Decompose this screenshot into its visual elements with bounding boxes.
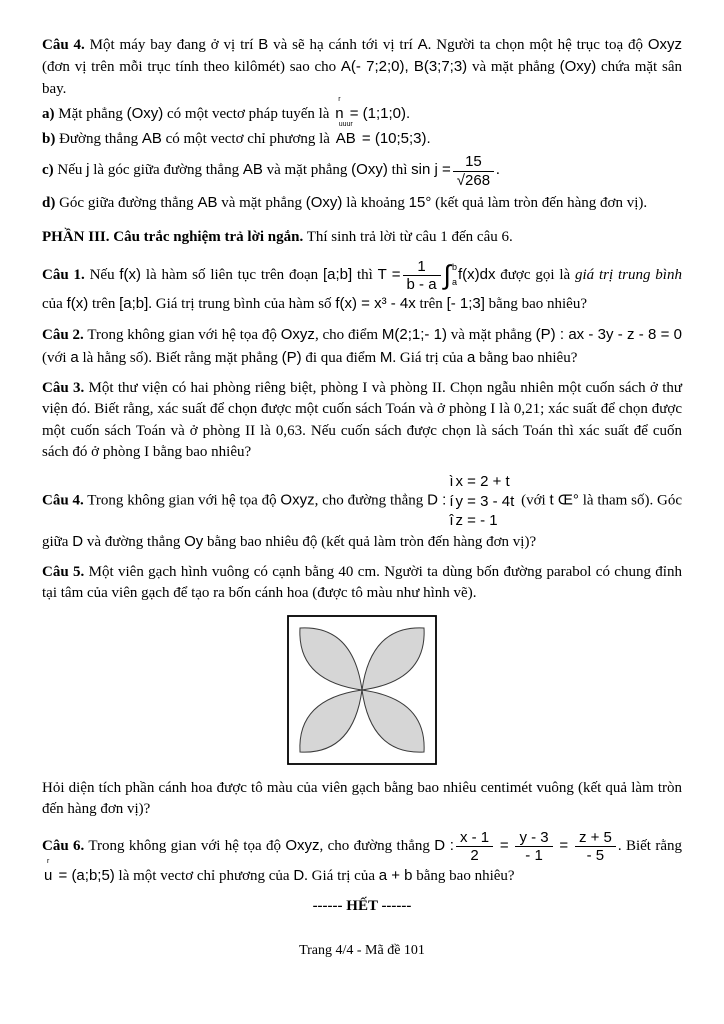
text-run: là tham số). Góc giữa bbox=[42, 492, 682, 550]
fraction-numerator: z + 5 bbox=[575, 829, 616, 847]
math-run: [a;b] bbox=[322, 265, 353, 283]
cau4-item-a bbox=[42, 95, 682, 125]
text-run: Hỏi diện tích phần cánh hoa được tô màu của viên gạch bằng bao nhiêu centimét vuông (kết quả làm tròn đến hàng đơn vị)? bbox=[42, 779, 682, 817]
brace-glyph: î bbox=[449, 512, 454, 530]
text-run: của bbox=[42, 296, 67, 313]
fraction-numerator: 1 bbox=[403, 258, 441, 276]
text-bold-run: PHẦN III. Câu trắc nghiệm trả lời ngắn. bbox=[42, 229, 304, 246]
text-run: là một vectơ chỉ phương của bbox=[114, 867, 294, 884]
radical-sign: √ bbox=[456, 171, 466, 189]
text-run: , cho đường thẳng bbox=[314, 492, 428, 509]
cau4-part3 bbox=[42, 472, 682, 553]
system-equation: x = 2 + t bbox=[455, 473, 510, 491]
math-run: f(x) bbox=[119, 265, 142, 283]
system-equation: y = 3 - 4t bbox=[455, 492, 515, 510]
text-run: Mặt phẳng bbox=[54, 105, 127, 122]
math-run: D : bbox=[434, 837, 454, 855]
text-run: Một thư viện có hai phòng riêng biệt, phòng I và phòng II. Chọn ngẫu nhiên một cuốn sách ở thư viện đó. Biết rằng, xác suất để chọn được một cuốn sách Toán và ở phòng I là 0,21; xác suất để chọn được một cuốn sách Toán và ở phòng II là 0,63. Nếu cuốn sách được chọn là sách Toán thì xác suất để cuốn sách đó ở phòng I bằng bao nhiêu? bbox=[42, 379, 682, 460]
brace-glyph: ì bbox=[449, 473, 454, 491]
text-run: bằng bao nhiêu độ (kết quả làm tròn đến hàng đơn vị)? bbox=[203, 533, 537, 550]
math-run: = bbox=[495, 837, 514, 855]
vector-notation bbox=[44, 857, 53, 886]
math-run: sin j = bbox=[411, 161, 451, 179]
math-run: = (10;5;3). bbox=[357, 130, 431, 148]
fraction-denominator: b - a bbox=[406, 275, 437, 293]
cau5 bbox=[42, 562, 682, 605]
math-run: (P) : ax - 3y - z - 8 = 0 bbox=[535, 326, 682, 344]
math-run: Oxyz bbox=[280, 326, 315, 344]
text-run: . Giá trị của bbox=[392, 349, 467, 366]
fraction bbox=[453, 153, 494, 189]
fraction bbox=[575, 829, 616, 865]
text-run: bằng bao nhiêu? bbox=[412, 867, 515, 884]
cau4-item-b bbox=[42, 121, 682, 150]
math-run: (Oxy) bbox=[126, 104, 164, 122]
radicand: 268 bbox=[465, 171, 491, 189]
text-run: và mặt phẳng bbox=[446, 327, 536, 344]
vector-base: u bbox=[44, 866, 53, 884]
vector-base: AB bbox=[335, 130, 356, 148]
text-bold-run: Câu 4. bbox=[42, 37, 85, 53]
text-run: và sẽ hạ cánh tới vị trí bbox=[268, 37, 418, 53]
text-run: đi qua điểm bbox=[301, 349, 380, 366]
math-run: f(x) = x³ - 4x bbox=[335, 295, 416, 313]
math-run: AB bbox=[197, 193, 218, 211]
math-run: a bbox=[70, 348, 79, 366]
integral-lower-limit: a bbox=[451, 276, 457, 287]
phan3-heading bbox=[42, 227, 682, 248]
math-run: = (1;1;0). bbox=[345, 104, 411, 122]
math-run: A(- 7;2;0), B(3;7;3) bbox=[340, 58, 468, 76]
text-run: (với bbox=[517, 492, 550, 509]
integral-upper-limit: b bbox=[451, 261, 457, 272]
text-run: Trong không gian với hệ tọa độ bbox=[83, 327, 281, 344]
text-run: bằng bao nhiêu? bbox=[484, 296, 587, 313]
text-bold-run: c) bbox=[42, 162, 54, 179]
system-line bbox=[449, 492, 514, 512]
text-run: Trong không gian với hệ tọa độ bbox=[84, 838, 286, 855]
brace-glyph: í bbox=[449, 492, 454, 510]
text-run: Trong không gian với hệ tọa độ bbox=[83, 492, 281, 509]
math-run: T = bbox=[377, 265, 401, 283]
math-run: f(x)dx bbox=[457, 265, 496, 283]
text-run: bằng bao nhiêu? bbox=[475, 349, 578, 366]
cau4-part2 bbox=[42, 34, 682, 100]
fraction bbox=[515, 829, 552, 865]
text-run: trên bbox=[88, 296, 120, 313]
text-run: và đường thẳng bbox=[83, 533, 185, 550]
text-italic-run: giá trị trung bình bbox=[574, 266, 682, 283]
text-run: chứa mặt sân bay. bbox=[42, 59, 682, 97]
text-run: (với bbox=[42, 349, 71, 366]
math-run: Oy bbox=[184, 532, 204, 550]
system-equation: z = - 1 bbox=[455, 512, 498, 530]
fraction bbox=[403, 258, 441, 294]
math-run: AB bbox=[141, 130, 162, 148]
text-run: (đơn vị trên mỗi trục tính theo kilômét) sao cho bbox=[42, 59, 341, 76]
petal-top-right bbox=[362, 627, 424, 689]
math-run: A bbox=[417, 36, 428, 53]
math-run: [a;b] bbox=[119, 295, 149, 313]
math-run: [- 1;3] bbox=[446, 295, 485, 313]
text-run: Một máy bay đang ở vị trí bbox=[84, 37, 259, 53]
math-run: M bbox=[379, 348, 393, 366]
math-run: B bbox=[258, 36, 269, 53]
text-run: Nếu bbox=[84, 266, 120, 283]
math-run: a bbox=[466, 348, 476, 366]
fraction-numerator: y - 3 bbox=[515, 829, 552, 847]
math-run: a + b bbox=[378, 866, 413, 884]
text-run: và mặt phẳng bbox=[467, 59, 560, 76]
text-run: là hằng số). Biết rằng mặt phẳng bbox=[78, 349, 282, 366]
cau5-question bbox=[42, 778, 682, 821]
text-run: Thí sinh trả lời từ câu 1 đến câu 6. bbox=[303, 229, 513, 246]
text-bold-run: Câu 2. bbox=[42, 327, 84, 344]
text-bold-run: Câu 5. bbox=[42, 563, 85, 580]
text-run: và mặt phẳng bbox=[262, 162, 352, 179]
text-run: . bbox=[496, 162, 500, 179]
math-run: (P) bbox=[281, 348, 302, 366]
math-run: (Oxy) bbox=[559, 58, 597, 76]
math-run: Oxyz bbox=[647, 36, 683, 53]
fraction-denominator: - 1 bbox=[525, 847, 543, 865]
text-bold-run: d) bbox=[42, 194, 56, 211]
math-run: 15° bbox=[408, 193, 432, 211]
vector-arrow-glyph: uuur bbox=[338, 121, 353, 129]
petal-top-left bbox=[300, 627, 362, 689]
fraction-denominator: - 5 bbox=[586, 847, 605, 865]
het-line bbox=[42, 896, 682, 917]
math-run: D bbox=[293, 866, 305, 884]
text-run: là khoảng bbox=[342, 194, 409, 211]
math-run: D bbox=[72, 532, 84, 550]
fraction-numerator: x - 1 bbox=[456, 829, 493, 847]
text-run: (kết quả làm tròn đến hàng đơn vị). bbox=[431, 194, 648, 211]
text-run: trên bbox=[415, 296, 447, 313]
petal-bottom-left bbox=[300, 690, 362, 752]
text-run: là hàm số liên tục trên đoạn bbox=[141, 266, 323, 283]
text-run: Nếu bbox=[53, 162, 87, 179]
text-bold-run: Câu 1. bbox=[42, 266, 85, 283]
petal-bottom-right bbox=[362, 690, 424, 752]
math-run: (Oxy) bbox=[305, 193, 343, 211]
math-run: (Oxy) bbox=[351, 161, 388, 179]
document-body bbox=[42, 34, 682, 917]
math-run: = bbox=[554, 837, 573, 855]
flower-figure-svg bbox=[287, 615, 437, 765]
square-root bbox=[457, 171, 490, 189]
text-run: . Giá trị của bbox=[304, 867, 379, 884]
math-run: f(x) bbox=[66, 295, 89, 313]
text-bold-run: a) bbox=[42, 105, 55, 122]
text-run: và mặt phẳng bbox=[217, 194, 306, 211]
integral bbox=[443, 259, 457, 290]
text-bold-run: ------ HẾT ------ bbox=[312, 897, 412, 914]
vector-notation bbox=[335, 121, 356, 149]
flower-figure bbox=[42, 615, 682, 770]
text-bold-run: Câu 4. bbox=[42, 492, 84, 509]
text-run: . Người ta chọn một hệ trục toạ độ bbox=[427, 37, 648, 53]
text-run: có một vectơ chỉ phương là bbox=[161, 131, 334, 148]
cau2 bbox=[42, 324, 682, 369]
text-bold-run: Câu 3. bbox=[42, 379, 85, 396]
text-run: . Biết rằng bbox=[617, 838, 682, 855]
text-run: Đường thẳng bbox=[55, 131, 142, 148]
text-run: được gọi là bbox=[495, 266, 575, 283]
vector-base: n bbox=[335, 104, 344, 122]
text-bold-run: b) bbox=[42, 131, 56, 148]
integral-limits bbox=[451, 262, 457, 289]
cau6 bbox=[42, 829, 682, 887]
math-run: AB bbox=[242, 161, 263, 179]
integral-sign: ∫ bbox=[443, 259, 451, 290]
page-footer: Trang 4/4 - Mã đề 101 bbox=[299, 943, 425, 959]
cau3 bbox=[42, 378, 682, 463]
fraction-numerator: 15 bbox=[453, 153, 494, 171]
text-run: , cho đường thẳng bbox=[319, 838, 435, 855]
cau1 bbox=[42, 258, 682, 316]
math-run: t Œ° bbox=[549, 491, 579, 509]
text-run: có một vectơ pháp tuyến là bbox=[163, 105, 334, 122]
system-line bbox=[449, 472, 514, 492]
math-run: Oxyz bbox=[285, 837, 320, 855]
math-run: Oxyz bbox=[280, 491, 315, 509]
cau4-item-d bbox=[42, 192, 682, 214]
cau4-item-c bbox=[42, 153, 682, 189]
system-line bbox=[449, 511, 514, 531]
text-run: thì bbox=[352, 266, 378, 283]
text-run: Góc giữa đường thẳng bbox=[55, 194, 198, 211]
math-run: M(2;1;- 1) bbox=[381, 326, 447, 344]
equation-system bbox=[449, 472, 514, 531]
text-run: . Giá trị trung bình của hàm số bbox=[148, 296, 336, 313]
math-run: D : bbox=[427, 491, 447, 509]
text-run: , cho điểm bbox=[314, 327, 382, 344]
text-run: là góc giữa đường thẳng bbox=[89, 162, 243, 179]
text-run: Một viên gạch hình vuông có cạnh bằng 40 cm. Người ta dùng bốn đường parabol có chung đỉnh tại tâm của viên gạch để tạo ra bốn cánh hoa (được tô màu như hình vẽ). bbox=[42, 563, 682, 602]
fraction-denominator: 2 bbox=[470, 847, 479, 865]
fraction bbox=[456, 829, 493, 865]
vector-arrow-glyph: r bbox=[47, 857, 50, 865]
fraction-denominator bbox=[453, 172, 494, 189]
math-run: j bbox=[86, 161, 90, 179]
text-run: thì bbox=[387, 162, 412, 179]
vector-arrow-glyph: r bbox=[338, 95, 341, 103]
text-bold-run: Câu 6. bbox=[42, 838, 85, 855]
math-run: = (a;b;5) bbox=[54, 866, 115, 884]
